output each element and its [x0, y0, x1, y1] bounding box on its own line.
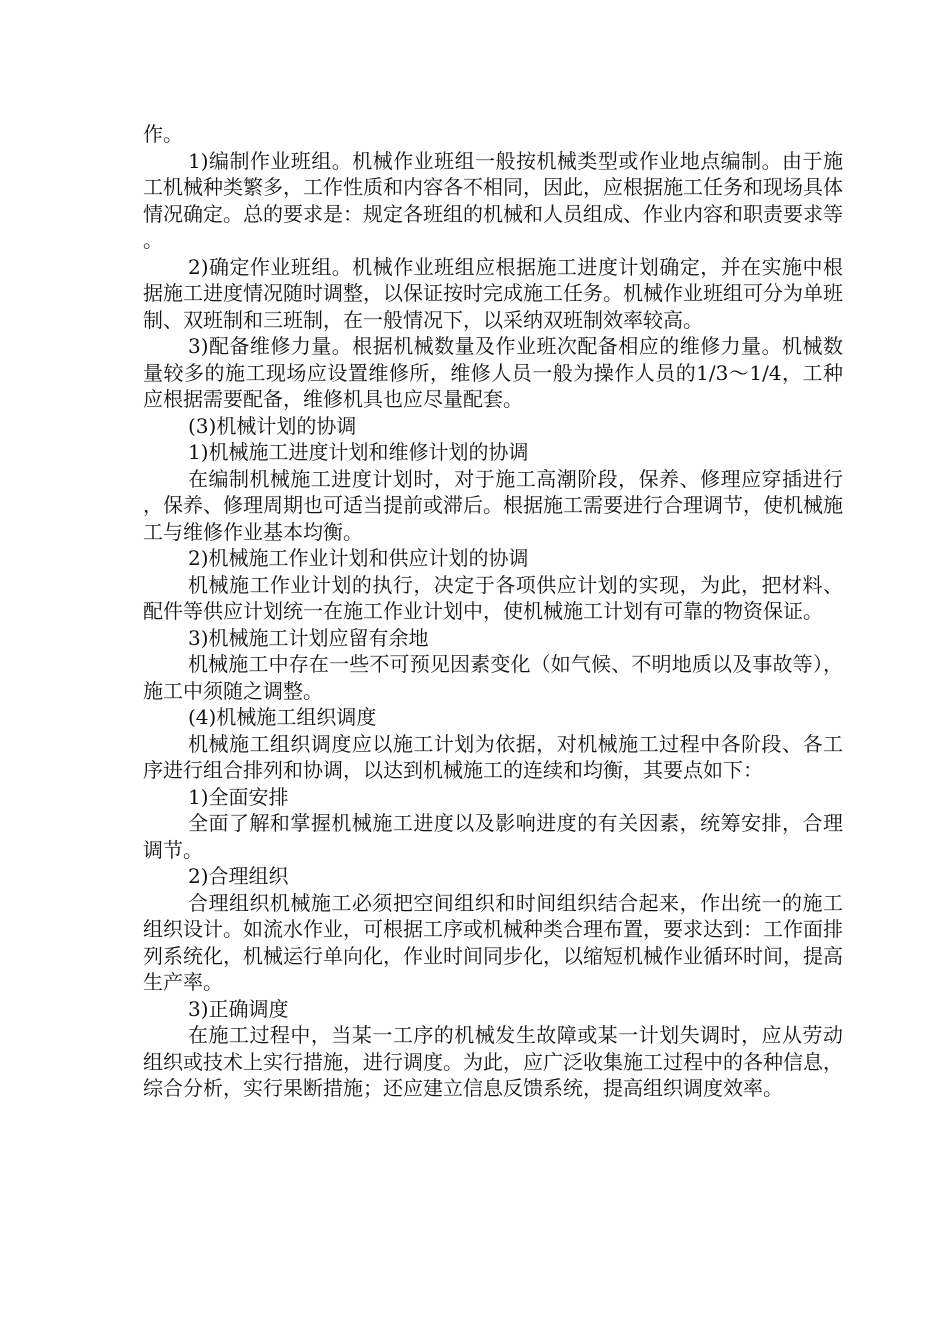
- paragraph-dispatching: 机械施工组织调度应以施工计划为依据，对机械施工过程中各阶段、各工序进行组合排列和协调，以达到机械施工的连续和均衡，其要点如下：: [143, 731, 843, 782]
- section-heading-plan-coordination: (3)机械计划的协调: [188, 413, 357, 438]
- subheading-plan-margin: 3)机械施工计划应留有余地: [188, 625, 429, 650]
- paragraph-crew-organization: 1)编制作业班组。机械作业班组一般按机械类型或作业地点编制。由于施工机械种类繁多，工作性质和内容各不相同，因此，应根据施工任务和现场具体情况确定。总的要求是：规定各班组的机械和人员组成、作业内容和职责要求等。: [143, 148, 843, 252]
- paragraph-operation-supply: 机械施工作业计划的执行，决定于各项供应计划的实现，为此，把材料、配件等供应计划统一在施工作业计划中，使机械施工计划有可靠的物资保证。: [143, 572, 843, 623]
- paragraph-plan-margin: 机械施工中存在一些不可预见因素变化（如气候、不明地质以及事故等），施工中须随之调整。: [143, 652, 843, 703]
- paragraph-continuation: 作。: [143, 122, 183, 146]
- subheading-correct-dispatch: 3)正确调度: [188, 996, 289, 1021]
- subheading-progress-maintenance: 1)机械施工进度计划和维修计划的协调: [188, 440, 529, 464]
- paragraph-rational-organization: 合理组织机械施工必须把空间组织和时间组织结合起来，作出统一的施工组织设计。如流水作业，可根据工序或机械种类合理布置，要求达到：工作面排列系统化，机械运行单向化，作业时间同步化，以缩短机械作业循环时间，提高生产率。: [143, 890, 843, 994]
- section-heading-dispatching: (4)机械施工组织调度: [188, 705, 377, 729]
- paragraph-maintenance-staffing: 3)配备维修力量。根据机械数量及作业班次配备相应的维修力量。机械数量较多的施工现场应设置维修所，维修人员一般为操作人员的1/3～1/4，工种应根据需要配备，维修机具也应尽量配套。: [143, 334, 843, 411]
- paragraph-crew-determination: 2)确定作业班组。机械作业班组应根据施工进度计划确定，并在实施中根据施工进度情况随时调整，以保证按时完成施工任务。机械作业班组可分为单班制、双班制和三班制，在一般情况下，以采纳双班制效率较高。: [143, 254, 843, 332]
- document-page: [143, 121, 843, 1102]
- subheading-operation-supply: 2)机械施工作业计划和供应计划的协调: [188, 546, 529, 570]
- paragraph-correct-dispatch: 在施工过程中，当某一工序的机械发生故障或某一计划失调时，应从劳动组织或技术上实行措施，进行调度。为此，应广泛收集施工过程中的各种信息，综合分析，实行果断措施；还应建立信息反馈系统，提高组织调度效率。: [143, 1023, 843, 1100]
- paragraph-progress-maintenance: 在编制机械施工进度计划时，对于施工高潮阶段，保养、修理应穿插进行，保养、修理周期也可适当提前或滞后。根据施工需要进行合理调节，使机械施工与维修作业基本均衡。: [143, 466, 843, 544]
- subheading-overall-arrangement: 1)全面安排: [188, 784, 289, 809]
- paragraph-overall-arrangement: 全面了解和掌握机械施工进度以及影响进度的有关因素，统筹安排，合理调节。: [143, 811, 843, 862]
- subheading-rational-organization: 2)合理组织: [188, 864, 289, 888]
